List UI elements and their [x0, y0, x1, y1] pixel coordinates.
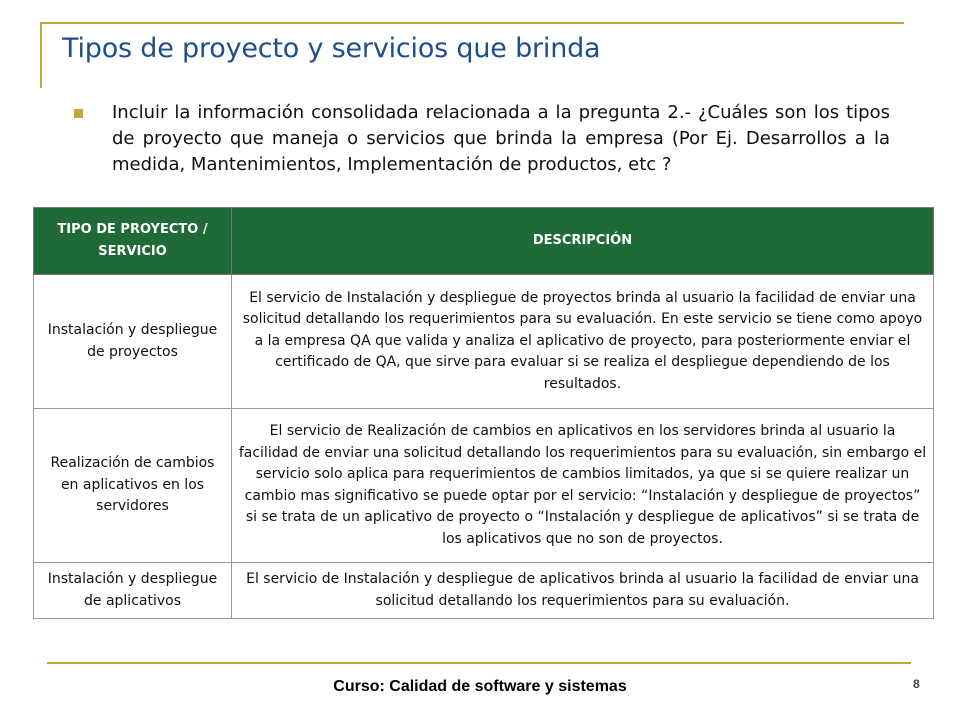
cell-descripcion: El servicio de Instalación y despliegue de aplicativos brinda al usuario la facilidad de enviar una solicitud detallando los requerimientos para su evaluación.: [232, 563, 934, 619]
slide-title: Tipos de proyecto y servicios que brinda: [62, 33, 601, 64]
bullet-item: [74, 100, 890, 178]
cell-descripcion: El servicio de Realización de cambios en aplicativos en los servidores brinda al usuario la facilidad de enviar una solicitud detallando los requerimientos para su evaluación, sin embargo el servicio solo aplica para requerimientos de cambios limitados, ya que si se quiere realizar un cambio mas significativo se puede optar por el servicio: “Instalación y despliegue de proyectos” si se trata de un aplicativo de proyecto o “Instalación y despliegue de aplicativos” si se trata de los aplicativos que no son de proyectos.: [232, 409, 934, 563]
bullet-square-icon: [74, 109, 83, 118]
footer-course: Curso: Calidad de software y sistemas: [333, 678, 627, 695]
bullet-text: Incluir la información consolidada relacionada a la pregunta 2.- ¿Cuáles son los tipos de proyecto que maneja o servicios que brinda la empresa (Por Ej. Desarrollos a la medida, Mantenimientos, Implementación de productos, etc ?: [112, 102, 890, 175]
top-rule: [40, 22, 904, 24]
table-row: [34, 563, 934, 619]
table-row: [34, 409, 934, 563]
bottom-rule: [47, 662, 911, 664]
cell-tipo: Instalación y despliegue de aplicativos: [34, 563, 232, 619]
cell-tipo: Realización de cambios en aplicativos en los servidores: [34, 409, 232, 563]
side-rule: [40, 22, 42, 88]
page-number: 8: [913, 677, 920, 691]
table-header-row: [34, 208, 934, 275]
header-tipo: TIPO DE PROYECTO / SERVICIO: [34, 208, 232, 275]
cell-tipo: Instalación y despliegue de proyectos: [34, 275, 232, 409]
cell-descripcion: El servicio de Instalación y despliegue de proyectos brinda al usuario la facilidad de enviar una solicitud detallando los requerimientos para su evaluación. En este servicio se tiene como apoyo a la empresa QA que valida y analiza el aplicativo de proyecto, para posteriormente enviar el certificado de QA, que sirve para evaluar si se realiza el despliegue dependiendo de los resultados.: [232, 275, 934, 409]
table-row: [34, 275, 934, 409]
services-table: [33, 207, 934, 619]
header-descripcion: DESCRIPCIÓN: [232, 208, 934, 275]
